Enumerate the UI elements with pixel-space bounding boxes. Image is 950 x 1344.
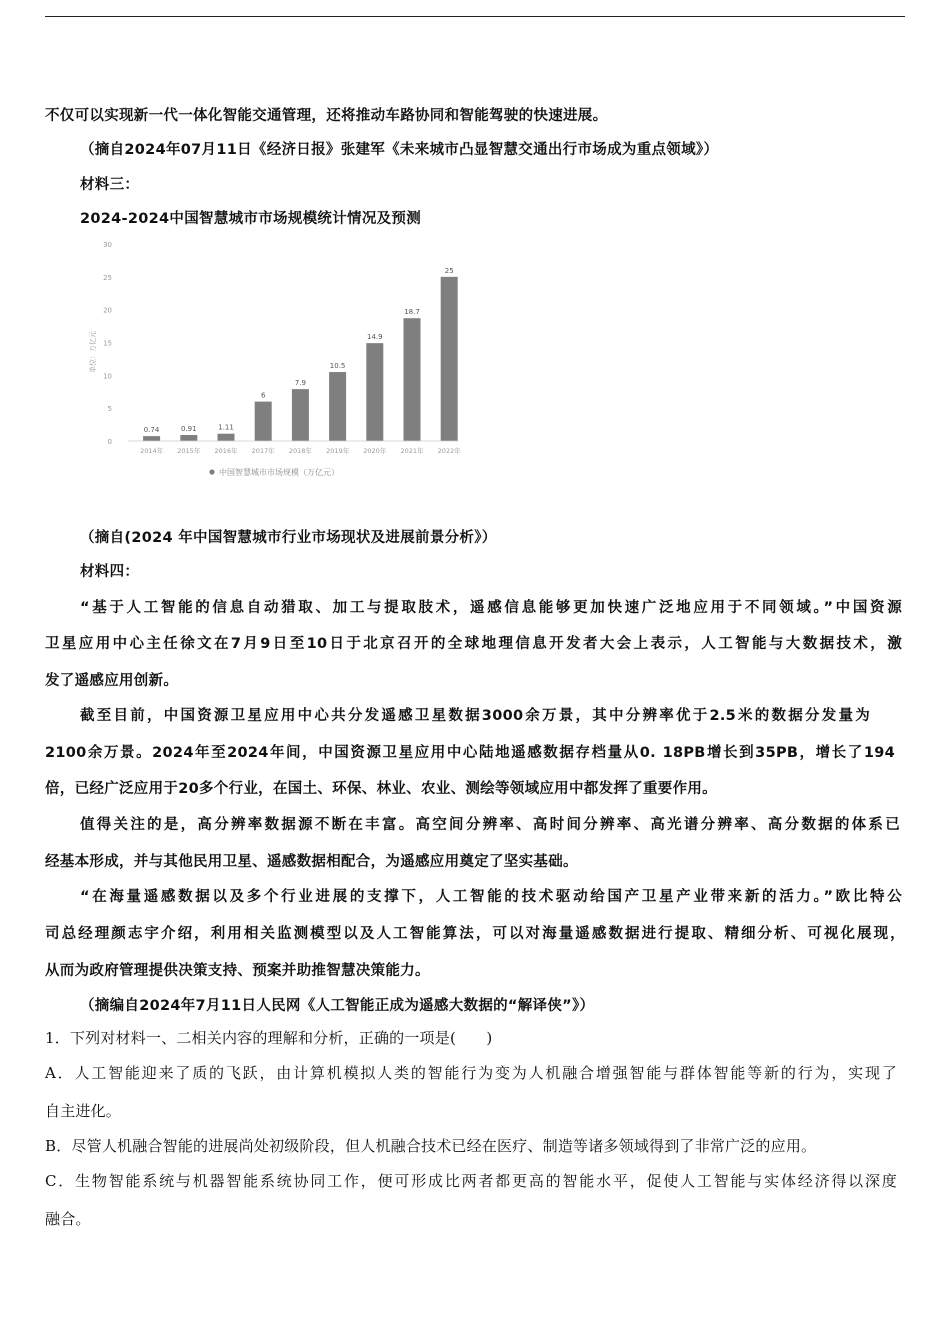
y-tick-label: 0 [107,438,112,446]
x-tick-label: 2022年 [437,447,461,455]
m4-p4-line2: 司总经理颜志宇介绍，利用相关监测模型以及人工智能算法，可以对海量遥感数据进行提取、精细分析、可视化展现， [45,926,905,942]
market-size-chart [88,232,478,482]
bar-value-label: 1.11 [218,423,234,432]
bar-2016年 [218,434,235,441]
option-a-line2: 自主进化。 [45,1102,122,1120]
chart-title: 2024-2024中国智慧城市市场规模统计情况及预测 [80,211,422,227]
chart-legend: 中国智慧城市市场规模（万亿元） [219,468,339,477]
question-stem: 1．下列对材料一、二相关内容的理解和分析，正确的一项是( ) [45,1029,493,1047]
x-tick-label: 2018年 [288,447,312,455]
bar-value-label: 10.5 [329,362,346,371]
y-tick-label: 25 [103,273,112,282]
y-tick-label: 20 [103,306,112,315]
m4-p2-line1: 截至目前，中国资源卫星应用中心共分发遥感卫星数据3000余万景，其中分辨率优于2.5米的数据分发量为 [80,708,870,724]
legend-marker [209,469,214,474]
bar-2019年 [329,372,346,441]
m4-p1-line1: “基于人工智能的信息自动猎取、加工与提取肢术，遥感信息能够更加快速广泛地应用于不同领域。”中国资源 [80,600,902,616]
option-a-line1: A．人工智能迎来了质的飞跃，由计算机模拟人类的智能行为变为人机融合增强智能与群体智能等新的行为，实现了 [45,1064,897,1082]
x-tick-label: 2014年 [140,447,164,455]
bar-value-label: 14.9 [367,333,383,342]
bar-2022年 [441,277,458,441]
chart-y-label: 单位：万亿元 [89,331,97,373]
material4-source: （摘编自2024年7月11日人民网《人工智能正成为遥感大数据的“解译侠”》） [80,998,595,1014]
y-tick-label: 10 [103,372,112,381]
m4-p1-line3: 发了遥感应用创新。 [45,673,179,689]
bar-value-label: 0.91 [181,425,197,434]
bar-2014年 [143,436,160,441]
option-c-line2: 融合。 [45,1210,91,1228]
x-tick-label: 2019年 [326,447,350,455]
m4-p3-line2: 经基本形成，并与其他民用卫星、遥感数据相配合，为遥感应用奠定了坚实基础。 [45,854,578,870]
m4-p2-line2: 2100余万景。2024年至2024年间，中国资源卫星应用中心陆地遥感数据存档量从0. 18PB增长到35PB，增长了194 [45,745,895,761]
bar-2017年 [255,402,272,441]
bar-value-label: 18.7 [404,308,420,317]
m4-p1-line2: 卫星应用中心主任徐文在7月9日至10日于北京召开的全球地理信息开发者大会上表示，人工智能与大数据技术，激 [45,636,902,652]
material3-label: 材料三： [80,177,140,193]
bar-2021年 [404,318,421,441]
bar-2020年 [366,343,383,441]
material2-tail: 不仅可以实现新一代一体化智能交通管理，还将推动车路协同和智能驾驶的快速进展。 [45,108,608,124]
bar-2018年 [292,389,309,441]
material4-label: 材料四： [80,564,140,580]
m4-p4-line3: 从而为政府管理提供决策支持、预案并助推智慧决策能力。 [45,963,430,979]
x-tick-label: 2017年 [251,447,275,455]
m4-p2-line3: 倍，已经广泛应用于20多个行业，在国土、环保、林业、农业、测绘等领域应用中都发挥了重要作用。 [45,781,717,797]
bar-value-label: 6 [260,391,266,400]
option-b: B．尽管人机融合智能的进展尚处初级阶段，但人机融合技术已经在医疗、制造等诸多领域得到了非常广泛的应用。 [45,1137,817,1155]
x-tick-label: 2015年 [177,447,201,455]
x-tick-label: 2021年 [400,447,424,455]
x-tick-label: 2016年 [214,447,238,455]
x-tick-label: 2020年 [363,447,387,455]
bar-2015年 [180,435,197,441]
bar-value-label: 25 [444,266,454,275]
y-tick-label: 30 [103,241,112,249]
y-tick-label: 5 [107,405,112,414]
bar-value-label: 0.74 [143,426,160,435]
m4-p4-line1: “在海量遥感数据以及多个行业进展的支撑下，人工智能的技术驱动给国产卫星产业带来新的活力。”欧比特公 [80,889,902,905]
material3-source: （摘自(2024 年中国智慧城市行业市场现状及进展前景分析》） [80,530,497,546]
header-rule [45,16,905,17]
material2-source: （摘自2024年07月11日《经济日报》张建军《未来城市凸显智慧交通出行市场成为重点领域》） [80,142,719,158]
y-tick-label: 15 [103,339,112,348]
m4-p3-line1: 值得关注的是，高分辨率数据源不断在丰富。高空间分辨率、高时间分辨率、高光谱分辨率、高分数据的体系已 [80,817,900,833]
option-c-line1: C．生物智能系统与机器智能系统协同工作，便可形成比两者都更高的智能水平，促使人工智能与实体经济得以深度 [45,1172,897,1190]
bar-value-label: 7.9 [294,379,306,388]
